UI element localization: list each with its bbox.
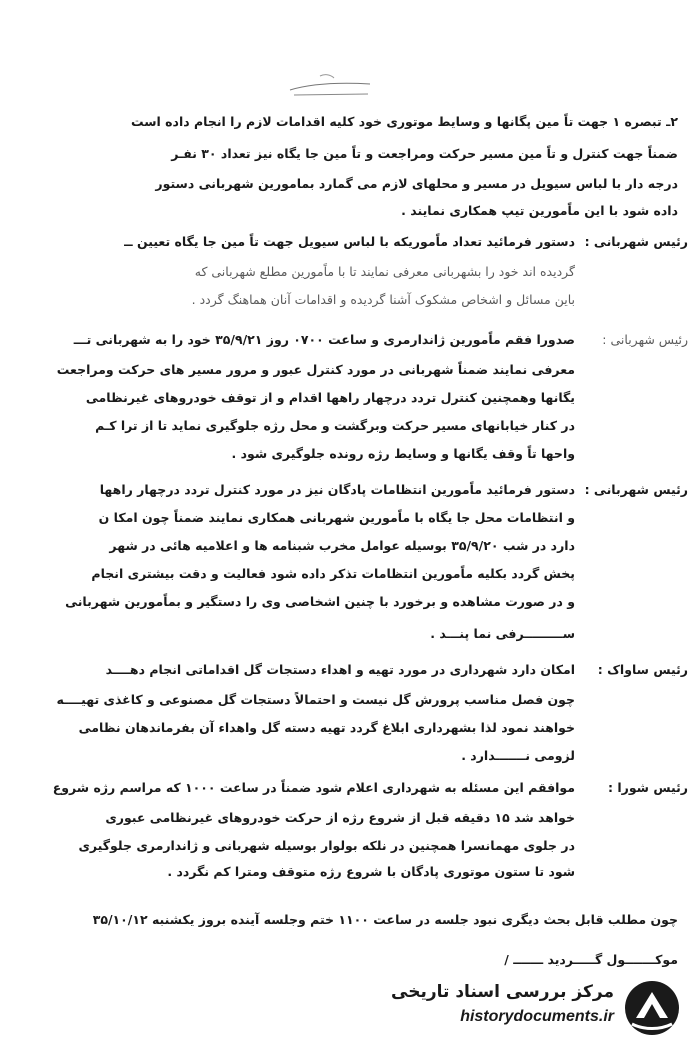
paragraph-1-line-4: داده شود با این ماًمورین تیپ همکاری نمایند .	[401, 203, 678, 218]
speaker-label-police-chief: رئیس شهربانی :	[584, 234, 688, 249]
paragraph-6-line-3: در جلوی مهمانسرا همچنین در نلکه بولوار بوسیله شهربانی و ژاندارمری جلوگیری	[78, 838, 575, 853]
watermark-url: historydocuments.ir	[460, 1008, 614, 1025]
speaker-label-police-chief-3: رئیس شهربانی :	[584, 482, 688, 497]
paragraph-5-line-2: چون فصل مناسب پرورش گل نیست و احتمالاً دستجات گل مصنوعی و کاغذی تهیــــه	[56, 692, 575, 707]
footer-line-1: چون مطلب قابل بحث دیگری نبود جلسه در ساعت ۱۱۰۰ ختم وجلسه آینده بروز یکشنبه ۳۵/۱۰/۱۲	[92, 912, 678, 927]
watermark-title: مرکز بررسی اسناد تاریخی	[391, 982, 614, 1002]
paragraph-1-line-1: ۲ـ تبصره ۱ جهت تاً مین پگانها و وسایط موتوری خود کلیه اقدامات لازم را انجام داده است	[130, 114, 678, 129]
paragraph-1-line-2: ضمناً جهت کنترل و تاً مین مسیر حرکت ومراجعت و تاً مین جا یگاه نیز تعداد ۳۰ نفـر	[171, 146, 678, 161]
paragraph-2-line-2: گردیده اند خود را بشهربانی معرفی نمایند تا با ماًمورین مطلع شهربانی که	[194, 264, 575, 279]
paragraph-3-line-2: معرفی نمایند ضمناً شهربانی در مورد کنترل عبور و مرور مسیر های حرکت ومراجعت	[56, 362, 575, 377]
paragraph-6-line-1: موافقم این مسئله به شهرداری اعلام شود ضمناً در ساعت ۱۰۰۰ که مراسم رژه شروع	[52, 780, 575, 795]
paragraph-4-line-2: و انتظامات محل جا یگاه با ماًمورین شهربانی همکاری نمایند ضمناً چون امکا ن	[98, 510, 575, 525]
paragraph-5-line-3: خواهند نمود لذا بشهرداری ابلاغ گردد تهیه دسته گل واهداء آن بفرماندهان نظامی	[78, 720, 575, 735]
header-scribble	[280, 72, 380, 98]
speaker-label-savak-chief: رئیس ساواک :	[597, 662, 688, 677]
watermark	[391, 978, 690, 1040]
paragraph-4-line-1: دستور فرمائید ماًمورین انتظامات پادگان نیز در مورد کنترل تردد درچهار راهها	[99, 482, 575, 497]
paragraph-4-line-4: پخش گردد بکلیه ماًمورین انتظامات تذکر داده شود فعالیت و دقت بیشتری انجام	[91, 566, 575, 581]
archive-logo-icon	[622, 978, 682, 1038]
paragraph-6-line-4: شود تا ستون موتوری پادگان با شروع رژه متوقف ومترا کم نگردد .	[167, 864, 575, 879]
speaker-label-police-chief-2: رئیس شهربانی :	[602, 332, 688, 347]
paragraph-3-line-3: یگانها وهمچنین کنترل تردد درچهار راهها اقدام و از توقف خودروهای غیرنظامی	[85, 390, 575, 405]
paragraph-3-line-4: در کنار خیابانهای مسیر حرکت وبرگشت و محل رژه جلوگیری نماید تا از ترا کـم	[95, 418, 575, 433]
paragraph-5-line-4: لزومی نـــــــدارد .	[461, 748, 575, 763]
paragraph-4-line-5: و در صورت مشاهده و برخورد با چنین اشخاصی وی را دستگیر و بماًمورین شهربانی	[65, 594, 575, 609]
paragraph-1-line-3: درجه دار با لباس سیویل در مسیر و محلهای لازم می گمارد بمامورین شهربانی دستور	[155, 176, 678, 191]
paragraph-3-line-5: واحها تاً وقف یگانها و وسایط رژه رونده جلوگیری شود .	[231, 446, 575, 461]
paragraph-4-line-3: دارد در شب ۳۵/۹/۲۰ بوسیله عوامل مخرب شبنامه ها و اعلامیه هائی در شهر	[109, 538, 575, 553]
paragraph-2-line-3: باین مسائل و اشخاص مشکوک آشنا گردیده و اقدامات آنان هماهنگ گردد .	[191, 292, 575, 307]
paragraph-2-line-1: دستور فرمائید تعداد ماًموریکه با لباس سیویل جهت تاً مین جا یگاه تعیین ــ	[124, 234, 575, 249]
paragraph-3-line-1: صدورا فقم ماًمورین ژاندارمری و ساعت ۰۷۰۰ روز ۳۵/۹/۲۱ خود را به شهربانی تـــ	[73, 332, 575, 347]
paragraph-6-line-2: خواهد شد ۱۵ دقیقه قبل از شروع رژه از حرکت خودروهای غیرنظامی عبوری	[105, 810, 575, 825]
speaker-label-council-chief: رئیس شورا :	[608, 780, 688, 795]
paragraph-5-line-1: امکان دارد شهرداری در مورد تهیه و اهداء دستجات گل اقداماتی انجام دهــــد	[105, 662, 575, 677]
paragraph-4-line-6: ســـــــــرفی نما پنـــد .	[430, 626, 575, 641]
footer-line-2: موکـــــــول گـــــردید ـــــــ /	[504, 952, 678, 967]
